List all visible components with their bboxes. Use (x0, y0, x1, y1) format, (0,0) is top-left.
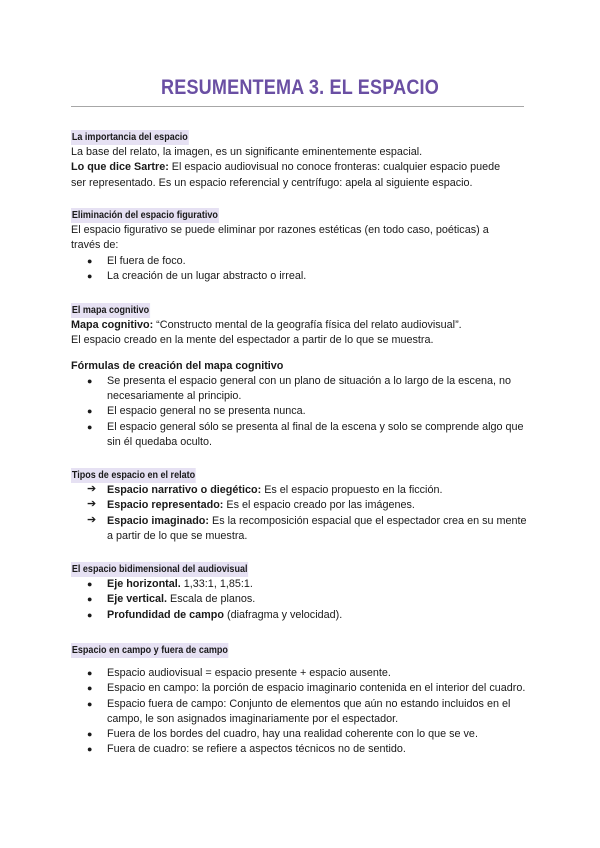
bullet-icon: ● (87, 698, 93, 709)
bold-term: Eje vertical. (107, 593, 168, 606)
bullet-icon: ● (87, 406, 93, 417)
list-item-text: El fuera de foco. (107, 254, 186, 267)
bullet-icon: ● (87, 744, 93, 755)
bullet-icon: ● (87, 609, 93, 620)
list-item-text: Espacio en campo: la porción de espacio imaginario contenida en el interior del cuadro. (107, 682, 526, 695)
arrow-icon: ➔ (87, 498, 97, 511)
bullet-icon: ● (87, 421, 93, 432)
bold-term: Espacio narrativo o diegético: (107, 484, 262, 496)
list-item (71, 666, 531, 681)
paragraph-text: El espacio audiovisual no conoce fronteras: cualquier espacio puede (168, 161, 501, 174)
paragraph: El espacio creado en la mente del espectador a partir de lo que se muestra. (71, 334, 434, 347)
list-item (71, 483, 531, 498)
list-item-text: Se presenta el espacio general con un plano de situación a lo largo de la escena, no necesariamente al principio. (107, 374, 511, 403)
list-item (71, 577, 531, 592)
bold-term: Eje horizontal. (107, 578, 181, 590)
section-heading: Tipos de espacio en el relato (71, 469, 196, 481)
bullet-list (71, 666, 531, 758)
section-importancia (71, 127, 531, 191)
list-item-text: Espacio fuera de campo: Conjunto de elementos que aún no estando incluidos en el campo, le son asignados imaginariamente por el espectador. (107, 697, 511, 725)
list-item (71, 608, 531, 623)
list-item (71, 727, 531, 742)
bullet-icon: ● (87, 729, 93, 740)
list-item (71, 269, 531, 284)
section-heading: El espacio bidimensional del audiovisual (71, 563, 248, 575)
paragraph-text: “Constructo mental de la geografía física del relato audiovisual”. (153, 319, 462, 331)
bullet-list (71, 254, 531, 285)
arrow-icon: ➔ (87, 483, 97, 495)
arrow-list (71, 483, 531, 544)
section-heading: El mapa cognitivo (71, 304, 150, 316)
bullet-icon: ● (87, 375, 93, 386)
subheading: Fórmulas de creación del mapa cognitivo (71, 359, 284, 372)
list-item (71, 374, 531, 405)
section-eliminacion (71, 205, 531, 284)
bullet-icon: ● (87, 594, 93, 605)
list-item (71, 498, 531, 513)
list-item-text: Espacio audiovisual = espacio presente + espacio ausente. (107, 667, 391, 679)
section-campo-fuera (71, 640, 531, 758)
list-item-text: El espacio general sólo se presenta al final de la escena y solo se comprende algo que sin él quedaba oculto. (107, 420, 524, 449)
bullet-icon: ● (87, 579, 93, 589)
section-heading: Espacio en campo y fuera de campo (71, 644, 228, 656)
bullet-list (71, 577, 531, 623)
bullet-icon: ● (87, 683, 93, 694)
list-item (71, 514, 531, 545)
section-tipos-espacio (71, 465, 531, 544)
bullet-icon: ● (87, 668, 93, 678)
bullet-icon: ● (87, 255, 93, 266)
list-item (71, 697, 531, 728)
paragraph: La base del relato, la imagen, es un significante eminentemente espacial. (71, 146, 423, 158)
list-item (71, 404, 531, 419)
bold-term: Espacio representado: (107, 499, 224, 512)
list-item-text: Fuera de los bordes del cuadro, hay una realidad coherente con lo que se ve. (107, 728, 478, 741)
bullet-icon: ● (87, 270, 93, 281)
list-item (71, 742, 531, 757)
section-bidimensional (71, 559, 531, 623)
bold-term: Mapa cognitivo: (71, 319, 154, 331)
paragraph: El espacio figurativo se puede eliminar por razones estéticas (en todo caso, poéticas) a (71, 224, 489, 236)
list-item-text: 1,33:1, 1,85:1. (180, 578, 253, 590)
paragraph (71, 318, 531, 333)
list-item-text: Escala de planos. (167, 593, 256, 606)
list-item (71, 254, 531, 269)
section-heading: Eliminación del espacio figurativo (71, 209, 218, 221)
paragraph: ser representado. Es un espacio referencial y centrífugo: apela al siguiente espacio. (71, 176, 473, 189)
list-item-text: Es la recomposición espacial que el espectador crea en su mente a partir de lo que se muestra. (107, 514, 527, 542)
list-item-text: Fuera de cuadro: se refiere a aspectos técnicos no de sentido. (107, 743, 406, 756)
list-item-text: La creación de un lugar abstracto o irreal. (107, 269, 307, 282)
bold-term: Espacio imaginado: (107, 514, 209, 527)
list-item (71, 420, 531, 451)
list-item-text: Es el espacio creado por las imágenes. (223, 499, 415, 512)
list-item-text: El espacio general no se presenta nunca. (107, 405, 306, 418)
list-item (71, 681, 531, 696)
document-title: RESUMENTEMA 3. EL ESPACIO (161, 76, 439, 99)
list-item-text: Es el espacio propuesto en la ficción. (261, 484, 443, 496)
title-divider (71, 106, 524, 107)
bullet-list (71, 374, 531, 450)
section-heading: La importancia del espacio (71, 131, 188, 143)
section-mapa-cognitivo (71, 300, 531, 450)
arrow-icon: ➔ (87, 513, 97, 526)
paragraph (71, 160, 531, 175)
bold-term: Lo que dice Sartre: (71, 161, 169, 174)
bold-term: Profundidad de campo (107, 608, 224, 621)
list-item (71, 592, 531, 607)
paragraph: través de: (71, 239, 119, 252)
list-item-text: (diafragma y velocidad). (223, 608, 343, 621)
